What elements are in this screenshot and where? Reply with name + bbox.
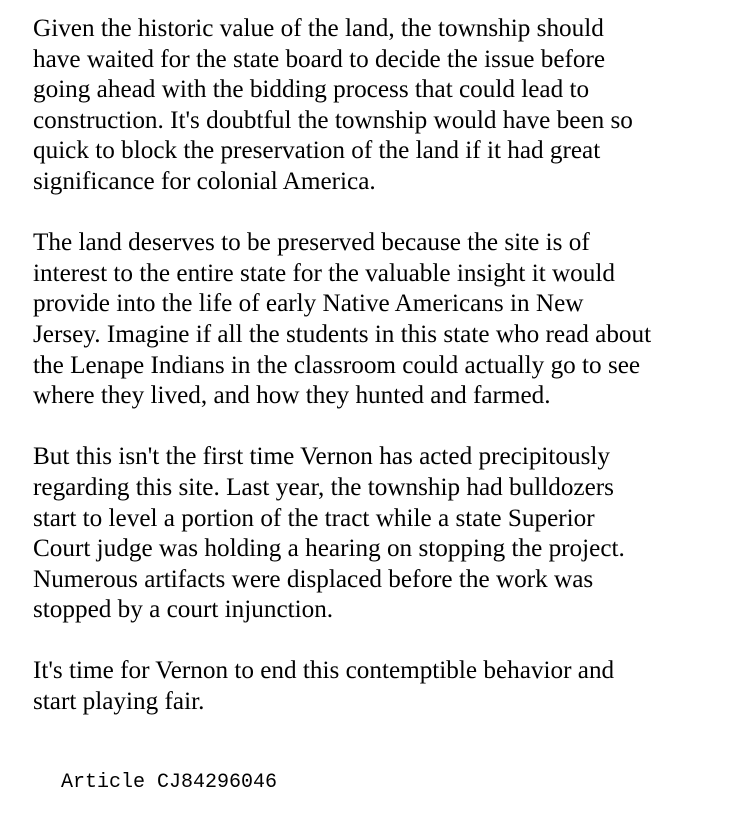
document-body bbox=[33, 14, 723, 748]
paragraph-preservation: The land deserves to be preserved because the site is of interest to the entire state for the valuable insight it would provide into the life of early Native Americans in New Jersey. Imagine if all the students in this state who read about the Lenape Indians in the classroom could actually go to see where they lived, and how they hunted and farmed. bbox=[33, 229, 652, 410]
paragraph-conclusion: It's time for Vernon to end this contemptible behavior and start playing fair. bbox=[33, 657, 615, 716]
paragraph-historic-value: Given the historic value of the land, the township should have waited for the state board to decide the issue before going ahead with the bidding process that could lead to construction. It's doubtful the township would have been so quick to block the preservation of the land if it had great significance for colonial America. bbox=[33, 15, 633, 195]
paragraph-precipitous-action: But this isn't the first time Vernon has acted precipitously regarding this site. Last year, the township had bulldozers start to level a portion of the tract while a state Superior Court judge was holding a hearing on stopping the project. Numerous artifacts were displaced before the work was stopped by a court injunction. bbox=[33, 443, 625, 624]
article-id: Article CJ84296046 bbox=[61, 771, 278, 794]
